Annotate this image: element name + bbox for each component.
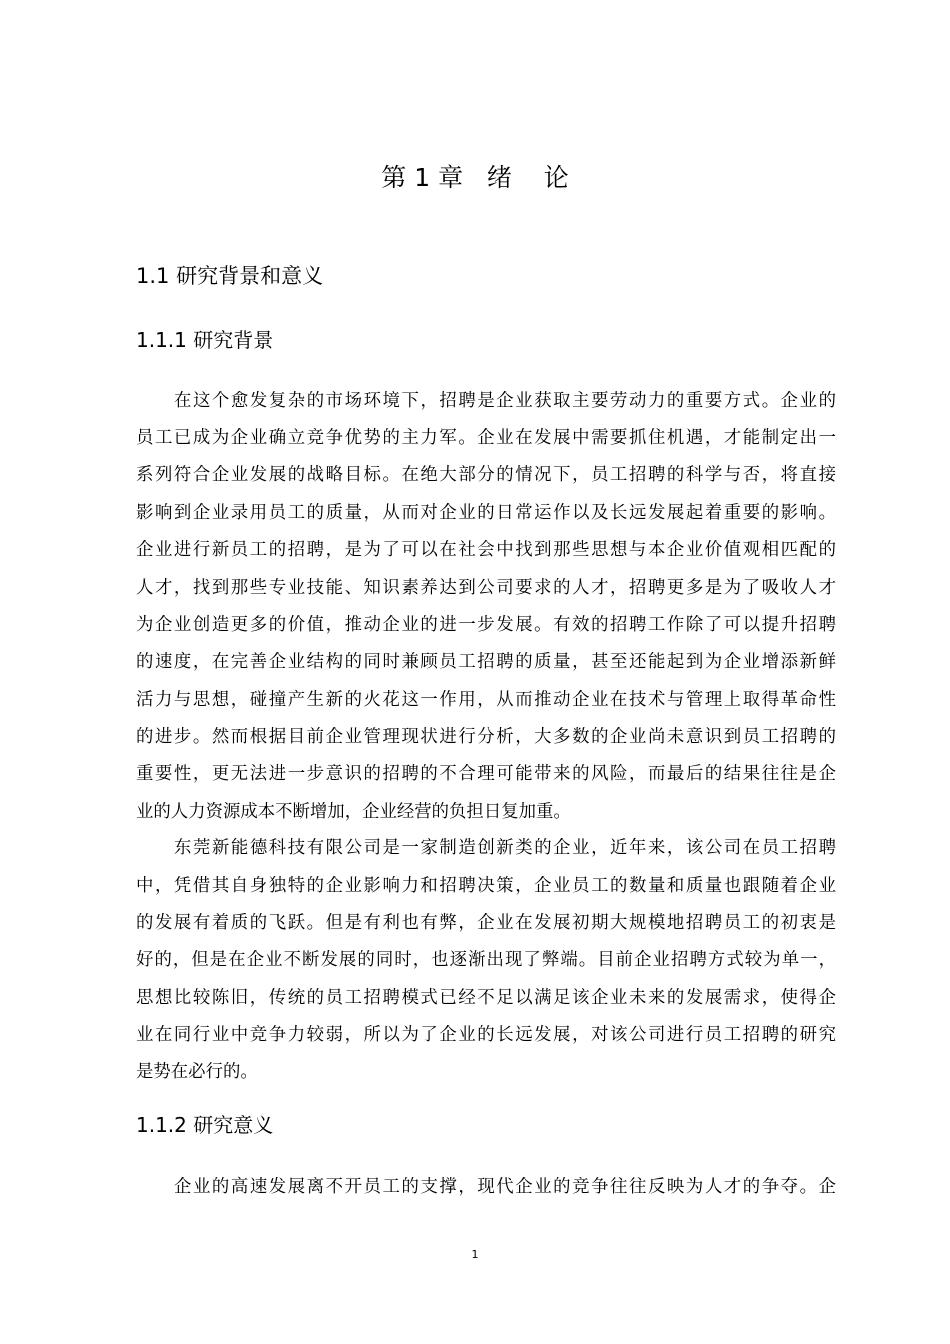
text-line: 业的人力资源成本不断增加，企业经营的负担日复加重。	[136, 802, 571, 822]
text-line: 企业进行新员工的招聘，是为了可以在社会中找到那些思想与本企业价值观相匹配的	[136, 540, 836, 560]
text-line: 企业的高速发展离不开员工的支撑，现代企业的竞争往往反映为人才的争夺。企	[174, 1177, 836, 1197]
chapter-title: 第 1 章 绪 论	[381, 163, 569, 192]
text-line: 在这个愈发复杂的市场环境下，招聘是企业获取主要劳动力的重要方式。企业的	[174, 391, 836, 411]
text-line: 活力与思想，碰撞产生新的火花这一作用，从而推动企业在技术与管理上取得革命性	[136, 690, 836, 710]
section-heading-1-1: 1.1 研究背景和意义	[136, 264, 324, 288]
text-line: 业在同行业中竞争力较弱，所以为了企业的长远发展，对该公司进行员工招聘的研究	[136, 1025, 836, 1045]
text-line: 为企业创造更多的价值，推动企业的进一步发展。有效的招聘工作除了可以提升招聘	[136, 615, 836, 635]
text-line: 中，凭借其自身独特的企业影响力和招聘决策，企业员工的数量和质量也跟随着企业	[136, 876, 836, 896]
page-number: 1	[471, 1248, 479, 1261]
text-line: 系列符合企业发展的战略目标。在绝大部分的情况下，员工招聘的科学与否，将直接	[136, 465, 836, 485]
text-line: 员工已成为企业确立竞争优势的主力军。企业在发展中需要抓住机遇，才能制定出一	[136, 428, 836, 448]
text-line: 的速度，在完善企业结构的同时兼顾员工招聘的质量，甚至还能起到为企业增添新鲜	[136, 652, 836, 672]
text-line: 的进步。然而根据目前企业管理现状进行分析，大多数的企业尚未意识到员工招聘的	[136, 727, 836, 747]
text-line: 重要性，更无法进一步意识的招聘的不合理可能带来的风险，而最后的结果往往是企	[136, 764, 836, 784]
text-line: 好的，但是在企业不断发展的同时，也逐渐出现了弊端。目前企业招聘方式较为单一，	[136, 950, 836, 970]
text-line: 思想比较陈旧，传统的员工招聘模式已经不足以满足该企业未来的发展需求，使得企	[136, 988, 836, 1008]
text-line: 的发展有着质的飞跃。但是有利也有弊，企业在发展初期大规模地招聘员工的初衷是	[136, 913, 836, 933]
text-line: 是势在必行的。	[136, 1062, 258, 1082]
text-line: 东莞新能德科技有限公司是一家制造创新类的企业，近年来，该公司在员工招聘	[174, 838, 836, 858]
text-line: 人才，找到那些专业技能、知识素养达到公司要求的人才，招聘更多是为了吸收人才	[136, 578, 836, 598]
section-heading-1-1-2: 1.1.2 研究意义	[136, 1113, 274, 1137]
text-line: 影响到企业录用员工的质量，从而对企业的日常运作以及长远发展起着重要的影响。	[136, 503, 836, 523]
section-heading-1-1-1: 1.1.1 研究背景	[136, 328, 274, 352]
